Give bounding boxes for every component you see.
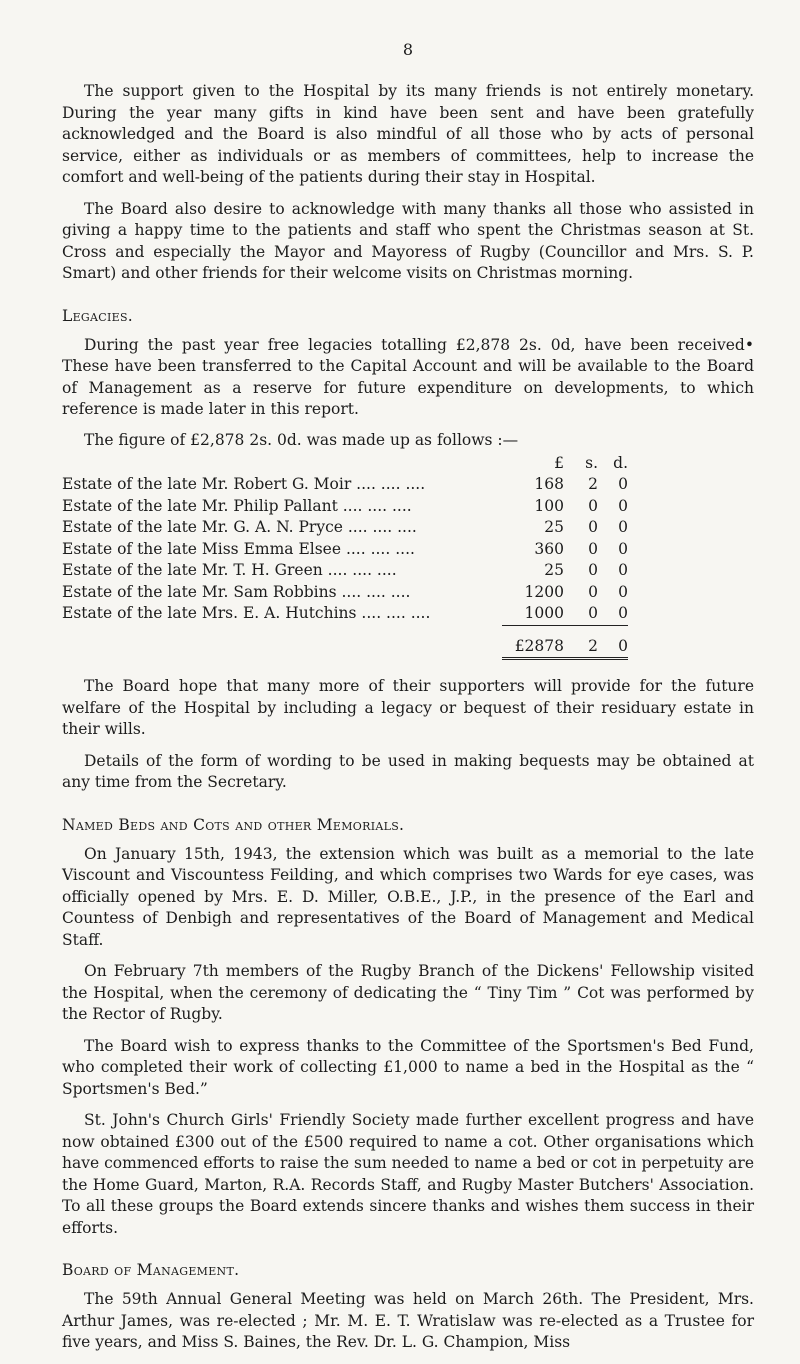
legacies-paragraph-3: Details of the form of wording to be used in making bequests may be obtained at any time from the Secretary.	[62, 751, 754, 791]
estate-pence: 0	[618, 496, 628, 515]
estate-pounds: 100	[534, 496, 564, 515]
estate-pence: 0	[618, 604, 628, 622]
estate-pounds: 1200	[524, 582, 564, 601]
estate-name: Estate of the late Miss Emma Elsee .... .... ....	[62, 539, 415, 558]
estate-name: Estate of the late Mr. T. H. Green .... .... ....	[62, 561, 397, 579]
table-row	[62, 517, 628, 539]
intro-paragraph-2: The Board also desire to acknowledge with many thanks all those who assisted in giving a happy time to the patients and staff who spent the Christmas season at St. Cross and especially the Mayor and Mayoress of Rugby (Councillor and Mrs. S. P. Smart) and other friends for their welcome visits on Christmas morning.	[62, 199, 754, 282]
estate-pence: 0	[618, 582, 628, 601]
estate-pence: 0	[618, 539, 628, 558]
named-beds-paragraph-2: On February 7th members of the Rugby Branch of the Dickens' Fellowship visited the Hospital, when the ceremony of dedicating the “ Tiny Tim ” Cot was performed by the Rector of Rugby.	[62, 962, 754, 1023]
estate-name: Estate of the late Mrs. E. A. Hutchins .... .... ....	[62, 604, 431, 623]
total-pounds: £2878	[502, 625, 564, 659]
col-shillings: s.	[585, 453, 598, 472]
estate-name: Estate of the late Mr. Philip Pallant .... .... ....	[62, 496, 412, 515]
named-beds-heading: Named Beds and Cots and other Memorials.	[62, 815, 405, 834]
estate-shillings: 2	[588, 475, 598, 493]
total-row	[62, 625, 628, 659]
estate-pounds: 25	[544, 561, 564, 579]
estate-shillings: 0	[588, 518, 598, 536]
board-heading: Board of Management.	[62, 1261, 240, 1279]
table-row	[62, 560, 628, 582]
page-number: 8	[402, 40, 414, 59]
total-pence: 0	[598, 625, 628, 659]
estate-name: Estate of the late Mr. Sam Robbins .... .... ....	[62, 582, 411, 601]
estate-shillings: 0	[588, 582, 598, 601]
named-beds-paragraph-4: St. John's Church Girls' Friendly Society made further excellent progress and have now obtained £300 out of the £500 required to name a cot. Other organisations which have commenced efforts to raise the sum needed to name a bed or cot in perpetuity are the Home Guard, Marton, R.A. Records Staff, and Rugby Master Butchers' Association. To all these groups the Board extends sincere thanks and wishes them success in their efforts.	[62, 1111, 754, 1237]
estate-shillings: 0	[588, 496, 598, 515]
estate-pounds: 25	[544, 518, 564, 536]
table-header-row	[62, 453, 628, 475]
total-shillings: 2	[564, 625, 598, 659]
estate-shillings: 0	[588, 539, 598, 558]
named-beds-paragraph-3: The Board wish to express thanks to the Committee of the Sportsmen's Bed Fund, who completed their work of collecting £1,000 to name a bed in the Hospital as the “ Sportsmen's Bed.”	[62, 1036, 754, 1098]
estate-pence: 0	[618, 518, 628, 536]
estate-pounds: 360	[534, 539, 564, 558]
intro-paragraph-1: The support given to the Hospital by its many friends is not entirely monetary. During the year many gifts in kind have been sent and have been gratefully acknowledged and the Board is also mindful of all those who by acts of personal service, either as individuals or as members of committees, help to increase the comfort and well-being of the patients during their stay in Hospital.	[62, 82, 754, 186]
estate-pounds: 1000	[524, 604, 564, 622]
legacies-paragraph-2: The Board hope that many more of their supporters will provide for the future welfare of the Hospital by including a legacy or bequest of their residuary estate in their wills.	[62, 677, 754, 738]
estate-pence: 0	[618, 475, 628, 493]
document-page	[62, 40, 754, 1364]
table-row	[62, 474, 628, 496]
named-beds-paragraph-1: On January 15th, 1943, the extension which was built as a memorial to the late Viscount and Viscountess Feilding, and which comprises two Wards for eye cases, was officially opened by Mrs. E. D. Miller, O.B.E., J.P., in the presence of the Earl and Countess of Denbigh and representatives of the Board of Management and Medical Staff.	[62, 844, 754, 949]
estate-shillings: 0	[588, 604, 598, 622]
legacies-heading: Legacies.	[62, 306, 134, 325]
legacies-table	[62, 453, 628, 661]
table-row	[62, 582, 628, 604]
estate-name: Estate of the late Mr. Robert G. Moir .... .... ....	[62, 475, 426, 493]
estate-shillings: 0	[588, 561, 598, 579]
legacies-table-intro: The figure of £2,878 2s. 0d. was made up as follows :—	[84, 430, 519, 449]
table-row	[62, 496, 628, 518]
board-paragraph: The 59th Annual General Meeting was held on March 26th. The President, Mrs. Arthur James, was re-elected ; Mr. M. E. T. Wratislaw was re-elected as a Trustee for five years, and Miss S. Baines, the Rev. Dr. L. G. Champion, Miss	[62, 1290, 754, 1351]
estate-name: Estate of the late Mr. G. A. N. Pryce .... .... ....	[62, 518, 417, 536]
col-pence: d.	[613, 453, 628, 472]
col-pounds: £	[554, 453, 564, 472]
table-row	[62, 539, 628, 561]
estate-pounds: 168	[534, 475, 564, 493]
legacies-paragraph: During the past year free legacies totalling £2,878 2s. 0d, have been received• These have been transferred to the Capital Account and will be available to the Board of Management as a reserve for future expenditure on developments, to which reference is made later in this report.	[62, 335, 754, 418]
estate-pence: 0	[618, 561, 628, 579]
table-row	[62, 603, 628, 625]
